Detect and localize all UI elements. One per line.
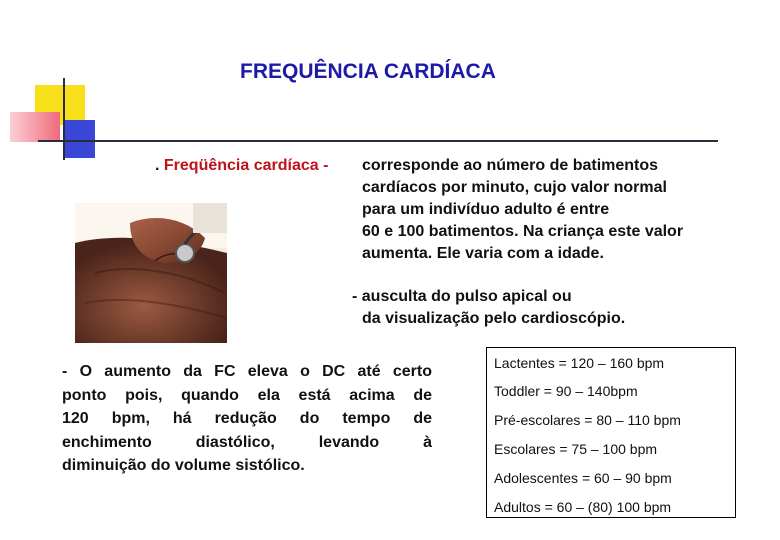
heart-rate-table	[486, 347, 736, 518]
decor-horizontal-line	[38, 140, 718, 142]
rate-row-toddler: Toddler = 90 – 140bpm	[494, 383, 638, 399]
page-title: FREQUÊNCIA CARDÍACA	[240, 60, 496, 83]
rate-row-lactentes: Lactentes = 120 – 160 bpm	[494, 355, 665, 371]
fc-paragraph-line: - O aumento da FC eleva o DC até certo	[62, 363, 432, 380]
definition-line: aumenta. Ele varia com a idade.	[362, 245, 604, 262]
definition-bullet: .	[155, 157, 164, 174]
definition-label	[155, 155, 328, 177]
fc-paragraph-line: 120 bpm, há redução do tempo de	[62, 410, 432, 427]
definition-line: cardíacos por minuto, cujo valor normal	[362, 179, 667, 196]
decor-blue-square	[65, 120, 95, 158]
auscultation-line: - ausculta do pulso apical ou	[352, 288, 572, 305]
fc-paragraph-line: ponto pois, quando ela está acima de	[62, 386, 432, 404]
definition-line: 60 e 100 batimentos. Na criança este valor	[362, 223, 684, 240]
rate-row-escolares: Escolares = 75 – 100 bpm	[494, 441, 658, 457]
fc-paragraph-line: diminuição do volume sistólico.	[62, 457, 305, 474]
decor-red-square	[10, 112, 60, 142]
rate-row-adultos: Adultos = 60 – (80) 100 bpm	[494, 499, 672, 515]
fc-paragraph	[62, 360, 432, 478]
rate-row-adolescentes: Adolescentes = 60 – 90 bpm	[494, 470, 672, 486]
auscultation-text	[352, 286, 625, 330]
definition-line: corresponde ao número de batimentos	[362, 157, 659, 174]
rate-row-pre-escolares: Pré-escolares = 80 – 110 bpm	[494, 412, 681, 428]
fc-paragraph-line: enchimento diastólico, levando à	[62, 433, 432, 451]
auscultation-photo-drawing	[75, 203, 227, 343]
definition-line: para um indivíduo adulto é entre	[362, 201, 610, 218]
definition-term: Freqüência cardíaca -	[163, 157, 329, 174]
auscultation-photo	[75, 203, 227, 343]
decor-vertical-line	[63, 78, 65, 160]
definition-text	[362, 155, 742, 265]
auscultation-line: da visualização pelo cardioscópio.	[362, 310, 626, 327]
